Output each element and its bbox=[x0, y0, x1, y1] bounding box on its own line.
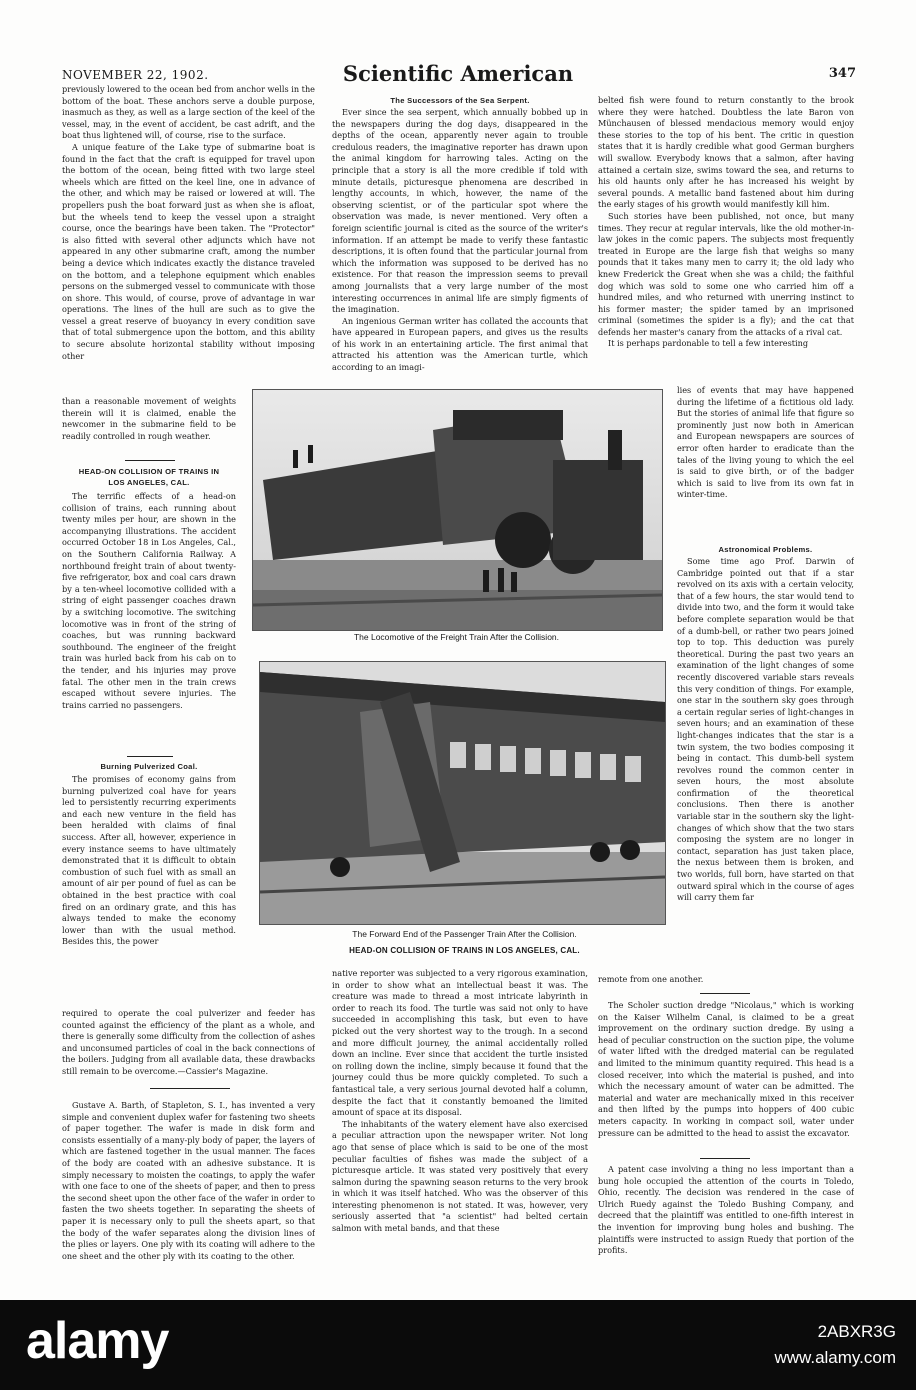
watermark-url: www.alamy.com bbox=[774, 1348, 896, 1367]
locomotive-caption: The Locomotive of the Freight Train After the Collision. bbox=[353, 632, 560, 642]
passenger-car-photo-image bbox=[260, 662, 665, 924]
paragraph: The inhabitants of the watery element have also exercised a peculiar attraction upon the newspaper writer. Not long ago that sense of place which is said to be one of the most peculiar faculties of fishes was made the subject of a picturesque article. It was stated very positively that every salmon during the spawning season returns to the very brook in which it was itself hatched. Who was the observer of this interesting phenomenon is not stated. It was, however, very seriously asserted that "a scientist" had belted certain salmon with metal bands, and that these bbox=[332, 1118, 588, 1234]
column-1-narrow-a bbox=[62, 396, 236, 444]
coal-article-text-continued bbox=[62, 1008, 315, 1078]
paragraph: Such stories have been published, not once, but many times. They recur at regular intervals, like the old mother-in-law jokes in the comic papers. The subjects most frequently treated in Europe are the large fish that weighs so many pounds that it takes many men to carry it; the old lady who knew Frederick the Great when she was a child; the faithful dog which was sold to some one who carried him off a hundred miles, and who returned with unerring instinct to his former master; the spider tamed by an imprisoned criminal (sometimes the spider is a fly); and the cat that defends her master's canary from the attacks of a rival cat. bbox=[598, 210, 854, 337]
paragraph: than a reasonable movement of weights therein will it is claimed, enable the newcomer in the submarine field to be readily controlled in rough weather. bbox=[62, 396, 236, 441]
passenger-car-caption: The Forward End of the Passenger Train After the Collision. bbox=[352, 929, 577, 939]
coal-article-title: Burning Pulverized Coal. bbox=[100, 762, 198, 771]
paragraph: Gustave A. Barth, of Stapleton, S. I., has invented a very simple and convenient duplex wafer for fastening two sheets of paper together. The wafer is made in disk form and consists essentially of a many-ply body of paper, the layers of which are fastened together in the usual manner. The faces of the body are coated with an adhesive substance. It is simply necessary to moisten the coatings, to apply the wafer with one face to one of the sheets of paper, and then to press the second sheet upon the other face of the wafer in order to fasten the two sheets together. In separating the sheets of paper it is necessary only to pull the sheets apart, so that the body of the wafer separates along the division lines of the plies or layers. One ply with its coating will adhere to the one sheet and the other ply with its coating to the other. bbox=[62, 1100, 315, 1261]
paragraph: A patent case involving a thing no less important than a bung hole occupied the attention of the courts in Toledo, Ohio, recently. The decision was rendered in the case of Ulrich Ruedy against the Toledo Bushing Company, and decreed that the plaintiff was entitled to one-fifth interest in the invention for improving bung holes and bushing. The plaintiffs were instructed to assign Ruedy that portion of the profits. bbox=[598, 1164, 854, 1256]
sea-serpent-title: The Successors of the Sea Serpent. bbox=[390, 96, 530, 105]
watermark-image-id: 2ABXR3G bbox=[817, 1322, 896, 1341]
collision-article-text bbox=[62, 491, 236, 749]
paragraph: required to operate the coal pulverizer and feeder has counted against the efficiency of the plant as a whole, and there is generally some difficulty from the collection of ashes and unconsumed particles of coal in the back connections of the boilers. Judging from all available data, these drawbacks still remain to be overcome.—Cassier's Magazine. bbox=[62, 1008, 315, 1076]
column-3-narrow-a bbox=[677, 385, 854, 533]
patent-article-text bbox=[598, 1164, 854, 1268]
issue-date: NOVEMBER 22, 1902. bbox=[62, 68, 209, 82]
paragraph: An ingenious German writer has collated the accounts that have appeared in European papers, and gives us the results of his work in an entertaining article. The first animal that attracted his attention was the American turtle, which according to an imagi- bbox=[332, 315, 588, 373]
paragraph: Some time ago Prof. Darwin of Cambridge pointed out that if a star revolved on its axis with a certain velocity, that of a few hours, the star would tend to divide into two, and the form it would take before complete separation would be that of a dumb-bell, or rather two pears joined top to top. This deduction was purely theoretical. During the past two years an examination of the light changes of some recently discovered variable stars reveals this very condition of things. For example, one star in the southern sky goes through a certain regular series of light-changes in seven hours; and an examination of these light-changes indicates that the star is a twin system, the two bodies composing it being in contact. This dumb-bell system revolves round the common center in seven hours, the most absolute confirmation of the theoretical conclusions. Then there is another variable star in the southern sky the light-changes of which show that the two stars composing the system are no longer in contact, separation has just taken place, the nexus between them is broken, and two worlds, full born, have started on that outward spiral which in the course of ages will carry them far bbox=[677, 556, 854, 903]
watermark-logo: alamy bbox=[26, 1312, 169, 1370]
magazine-title: Scientific American bbox=[342, 61, 574, 86]
section-divider bbox=[700, 1158, 750, 1159]
wafer-article-text bbox=[62, 1100, 315, 1272]
dredge-article-text bbox=[598, 1000, 854, 1150]
paragraph: A unique feature of the Lake type of submarine boat is found in the fact that the craft is equipped for travel upon the bottom of the ocean, being fitted with two large steel wheels which are fitted on the keel line, one in advance of the other, and which may be raised or lowered at will. The propellers push the boat forward just as when she is afloat, but the wheels tend to keep the vessel upon a straight course, once the bearings have been taken. The "Protector" is also fitted with several other adjuncts which have not appeared in any other submarine craft, among the number being a device which indicates exactly the distance traveled on the bottom, and a telephone equipment which enables persons on the submerged vessel to communicate with those on shore. This would, of course, prove of advantage in war operations. The lines of the hull are such as to give the vessel a great reserve of buoyancy in every condition save that of total submergence upon the bottom, and this ability to secure absolute horizontal stability without imposing other bbox=[62, 141, 315, 361]
column-2-lower bbox=[332, 968, 588, 1274]
locomotive-photo bbox=[252, 389, 663, 631]
paragraph: native reporter was subjected to a very rigorous examination, in order to show what an intellectual beast it was. The creature was made to thread a most intricate labyrinth in order to reach its food. The turtle was said not only to have succeeded in accomplishing this task, but even to have picked out the very shortest way to the trough. In a second and more difficult journey, the animal accidentally rolled down an incline. Ever since that accident the turtle insisted on rolling down the incline, simply because it found that the journey could thus be more quickly completed. To such a fantastical tale, a very serious journal devoted half a column, despite the fact that it constantly bemoaned the limited amount of space at its disposal. bbox=[332, 968, 588, 1118]
paragraph: belted fish were found to return constantly to the brook where they were hatched. Doubtless the late Baron von Münchausen of blessed mendacious memory would enjoy these stories to the top of his bent. The critic in question states that it is hardly credible what good German burghers will swallow. Everybody knows that a salmon, after having attained a certain size, swims toward the sea, and returns to his old haunts only after he has increased his weight by several pounds. A metallic band fastened about him during the early stages of his growth would manifestly kill him. bbox=[598, 95, 854, 210]
section-divider bbox=[125, 460, 175, 461]
column-3-upper bbox=[598, 95, 854, 385]
title-line: LOS ANGELES, CAL. bbox=[108, 478, 190, 487]
collision-article-title bbox=[62, 466, 236, 490]
title-line: HEAD-ON COLLISION OF TRAINS IN bbox=[78, 467, 220, 476]
coal-article-text bbox=[62, 774, 236, 1008]
astronomy-text-end bbox=[598, 974, 854, 986]
paragraph: The terrific effects of a head-on collision of trains, each running about twenty miles per hour, are shown in the accompanying illustrations. The accident occurred October 18 in Los Angeles, Cal., on the Southern California Railway. A northbound freight train of about twenty-five refrigerator, box and coal cars drawn by a ten-wheel locomotive collided with a string of eight passenger coaches drawn by a switching locomotive. The switching locomotive was in front of the string of coaches, but was running backward southbound. The engineer of the freight train was hurled back from his cab on to the tender, and his injuries may prove fatal. The other men in the train crews escaped without severe injuries. The trains carried no passengers. bbox=[62, 491, 236, 710]
paragraph: Ever since the sea serpent, which annually bobbed up in the newspapers during the dog days, disappeared in the depths of the ocean, apparently never again to trouble credulous readers, the imaginative reporter has drawn upon the animal kingdom for harrowing tales. Acting on the principle that a story is all the more credible if told with minute details, picturesque phenomena are described in lengthy accounts, in which, however, the name of the observing scientist, or of the particular spot where the observation was made, is never mentioned. Very often a foreign scientific journal is cited as the source of the writer's information. If an attempt be made to verify these fantastic descriptions, it is often found that the particular journal from which the information was supposed to be derived has no existence. For that reason the impression seems to prevail among journalists that a very large number of the most interesting occurrences in animal life are simply figments of the imagination. bbox=[332, 107, 588, 315]
section-divider bbox=[700, 993, 750, 994]
paragraph: It is perhaps pardonable to tell a few interesting bbox=[608, 338, 809, 349]
paragraph: The Scholer suction dredge "Nicolaus," which is working on the Kaiser Wilhelm Canal, is claimed to be a great improvement on the ordinary suction dredge. By using a head of peculiar construction on the suction pipe, the volume of water lifted with the dredged material can be regulated and limited to the minimum quantity required. This head is a closed receiver, into which the material is pushed, and into which the necessary amount of water can be admitted. The material and water are mechanically mixed in this receiver and then lifted by the pumps into hoppers of 400 cubic meters capacity. In working in compact soil, water under pressure can be admitted to the head to assist the excavator. bbox=[598, 1000, 854, 1138]
column-2-upper bbox=[332, 107, 588, 392]
passenger-car-photo bbox=[259, 661, 666, 925]
paragraph: remote from one another. bbox=[598, 974, 704, 984]
astronomy-text bbox=[677, 556, 854, 974]
page-number: 347 bbox=[828, 66, 856, 81]
astronomy-title: Astronomical Problems. bbox=[718, 545, 813, 554]
section-divider bbox=[150, 1088, 230, 1089]
paragraph: lies of events that may have happened during the lifetime of a fictitious old lady. But the stories of animal life that figure so prominently just now both in American and European newspapers are sources of error often harder to eradicate than the tales of the living young to which the eel is said to give birth, or of the badger which is said to live from its own fat in winter-time. bbox=[677, 385, 854, 500]
paragraph: The promises of economy gains from burning pulverized coal have for years led to persistently recurring experiments and each new venture in the field has been heralded with claims of final success. After all, however, experience in every instance seems to have ultimately demonstrated that it is difficult to obtain combustion of such fuel with as small an amount of air per pound of fuel as can be obtained in the best practice with coal fired on an ordinary grate, and this has always tended to make the economy lower than with the usual method. Besides this, the power bbox=[62, 774, 236, 947]
locomotive-photo-image bbox=[253, 390, 662, 630]
figures-main-caption: HEAD-ON COLLISION OF TRAINS IN LOS ANGELES, CAL. bbox=[349, 946, 580, 955]
section-divider bbox=[127, 756, 173, 757]
paragraph: previously lowered to the ocean bed from anchor wells in the bottom of the boat. These anchors serve a double purpose, inasmuch as they, as well as a large section of the keel of the vessel, may, in the event of accident, be cast adrift, and the boat thus lightened will, of course, rise to the surface. bbox=[62, 84, 315, 141]
column-1-upper bbox=[62, 84, 315, 396]
